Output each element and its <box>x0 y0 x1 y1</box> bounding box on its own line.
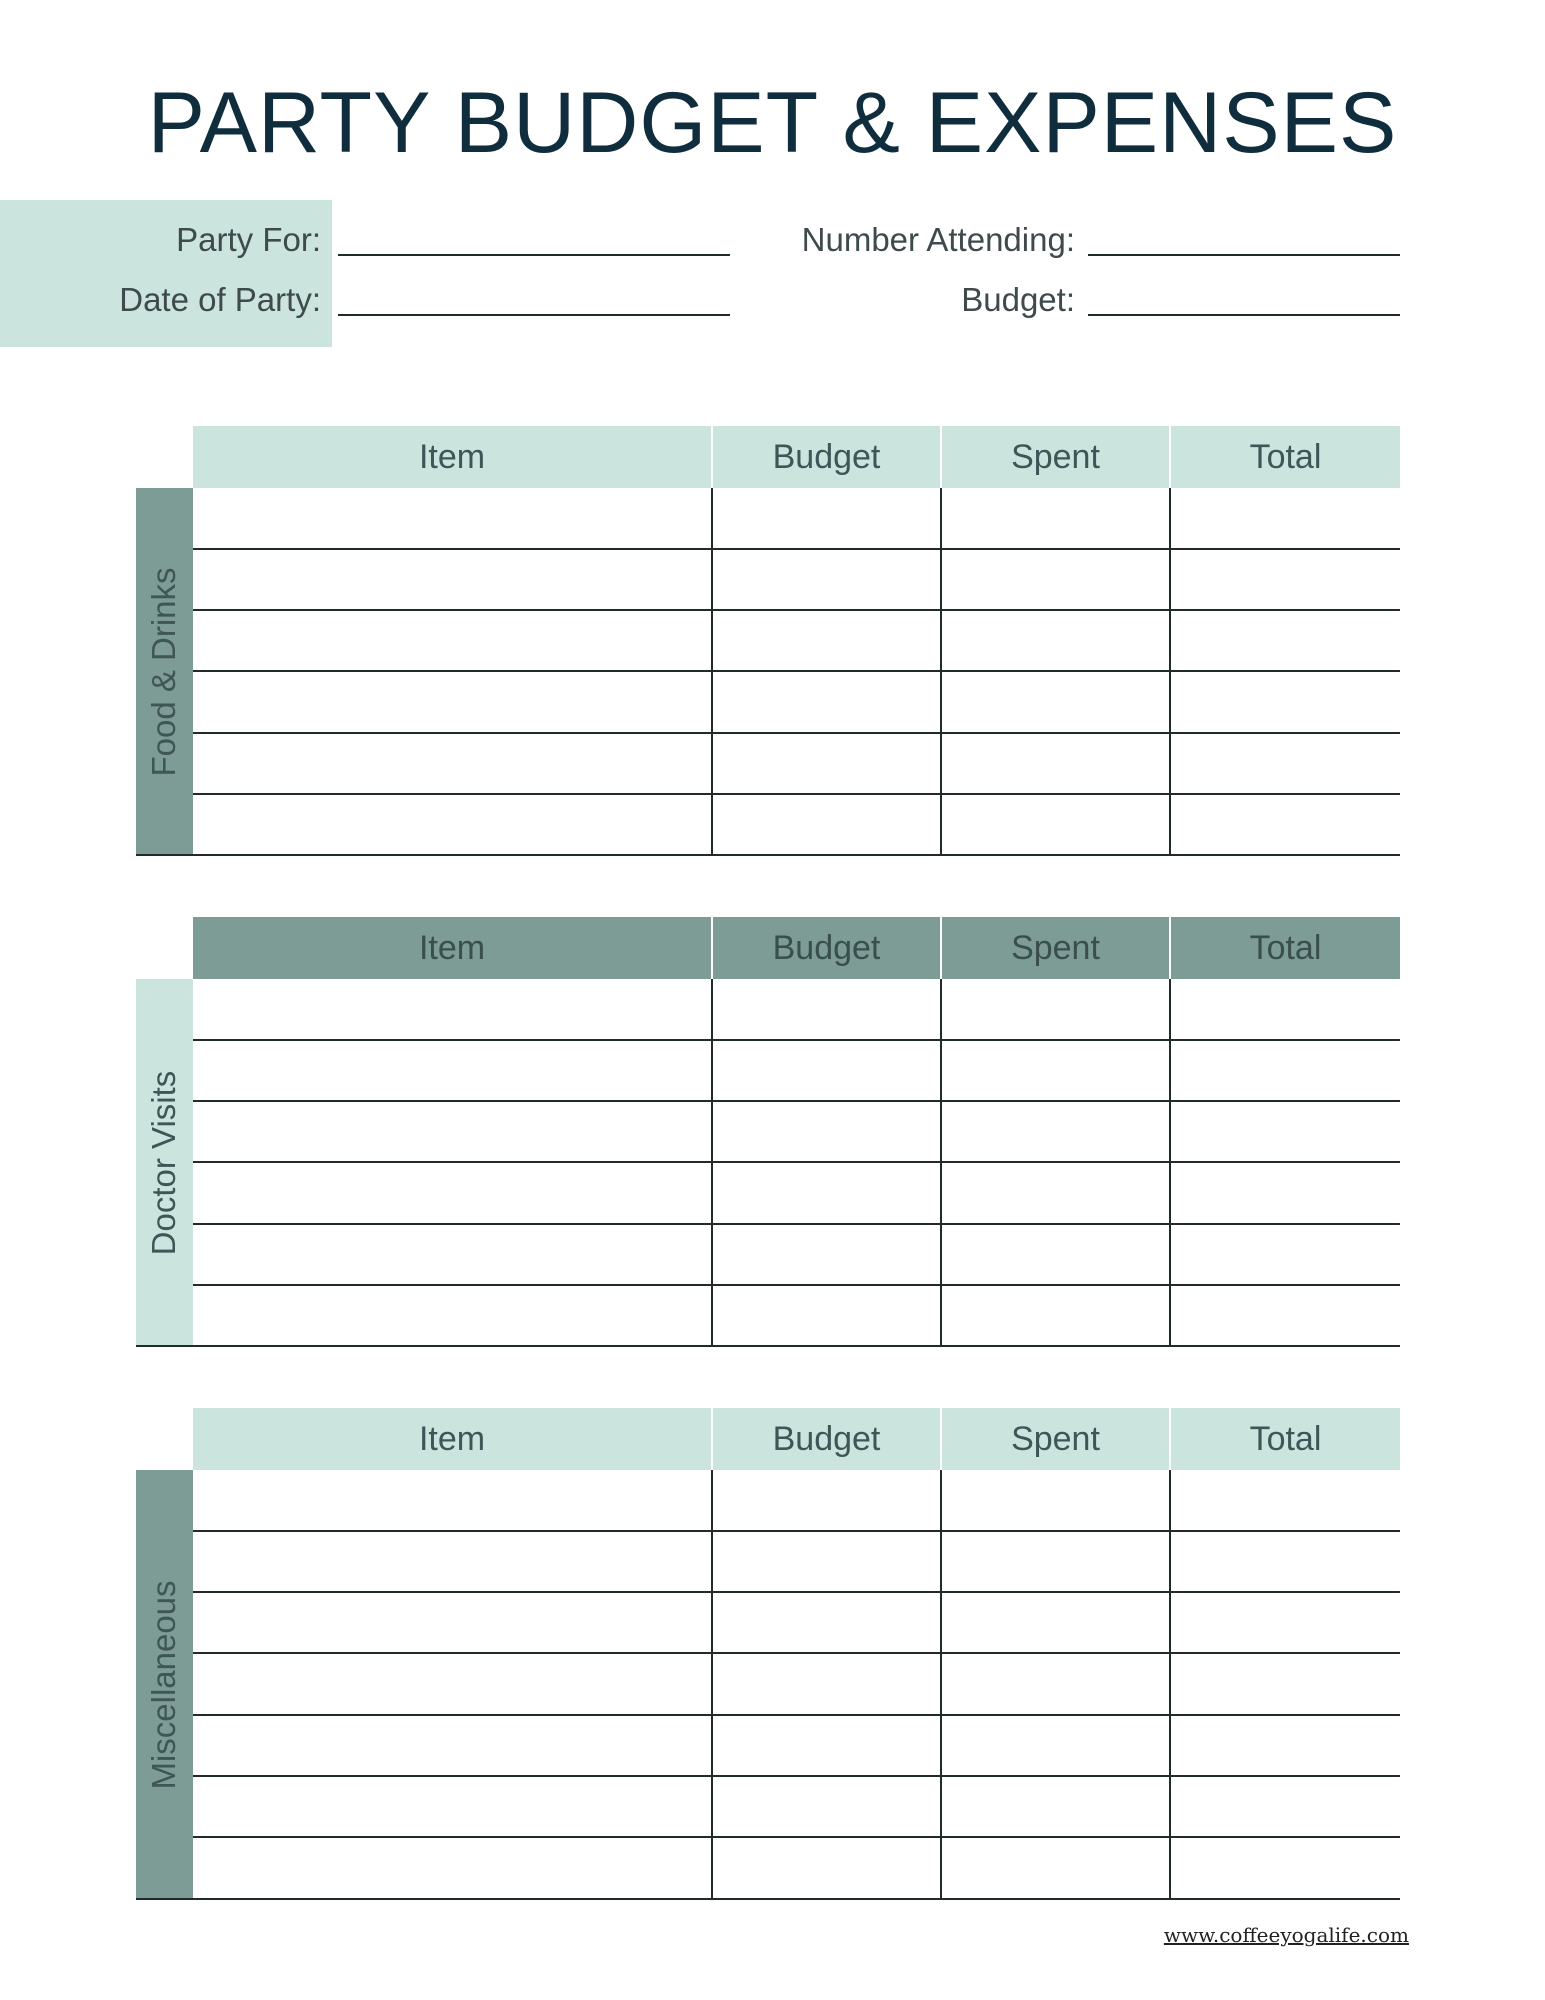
bottom-line <box>136 854 1400 856</box>
number-attending-label: Number Attending: <box>801 221 1075 258</box>
header-item: Item <box>193 1408 711 1470</box>
row-line <box>193 1775 1400 1777</box>
header-budget: Budget <box>713 1408 940 1470</box>
section-miscellaneous <box>136 1408 1400 1900</box>
row-line <box>193 1161 1400 1163</box>
footer-website-link[interactable]: www.coffeeyogalife.com <box>1163 1923 1409 1947</box>
header-total: Total <box>1171 1408 1400 1470</box>
bottom-line <box>136 1898 1400 1900</box>
row-line <box>193 1714 1400 1716</box>
column-line <box>711 979 713 1347</box>
header-item: Item <box>193 917 711 979</box>
row-line <box>193 1530 1400 1532</box>
side-bar <box>136 1470 193 1900</box>
side-bar <box>136 488 193 856</box>
header-total: Total <box>1171 917 1400 979</box>
row-line <box>193 732 1400 734</box>
row-line <box>193 1591 1400 1593</box>
header-spent: Spent <box>942 1408 1169 1470</box>
column-line <box>1169 1470 1171 1900</box>
column-line <box>1169 488 1171 856</box>
bottom-line <box>136 1345 1400 1347</box>
side-bar <box>136 979 193 1347</box>
row-line <box>193 793 1400 795</box>
date-of-party-label: Date of Party: <box>119 281 321 318</box>
row-line <box>193 1836 1400 1838</box>
party-for-label: Party For: <box>176 221 321 258</box>
header-total: Total <box>1171 426 1400 488</box>
header-item: Item <box>193 426 711 488</box>
column-line <box>711 1470 713 1900</box>
section-food-drinks <box>136 426 1400 856</box>
budget-label: Budget: <box>961 281 1075 318</box>
budget-field[interactable] <box>1088 314 1400 316</box>
column-line <box>940 1470 942 1900</box>
party-for-field[interactable] <box>338 254 730 256</box>
row-line <box>193 670 1400 672</box>
number-attending-field[interactable] <box>1088 254 1400 256</box>
column-line <box>711 488 713 856</box>
header-budget: Budget <box>713 917 940 979</box>
row-line <box>193 1100 1400 1102</box>
header-spent: Spent <box>942 917 1169 979</box>
row-line <box>193 1284 1400 1286</box>
row-line <box>193 609 1400 611</box>
date-of-party-field[interactable] <box>338 314 730 316</box>
section-label: Food & Drinks <box>145 567 182 777</box>
row-line <box>193 1223 1400 1225</box>
page-title: PARTY BUDGET & EXPENSES <box>147 75 1398 171</box>
section-label: Doctor Visits <box>145 1070 182 1256</box>
column-line <box>1169 979 1171 1347</box>
column-line <box>940 488 942 856</box>
row-line <box>193 1039 1400 1041</box>
row-line <box>193 548 1400 550</box>
header-budget: Budget <box>713 426 940 488</box>
section-doctor-visits <box>136 917 1400 1347</box>
section-label: Miscellaneous <box>145 1580 182 1790</box>
column-line <box>940 979 942 1347</box>
row-line <box>193 1652 1400 1654</box>
header-spent: Spent <box>942 426 1169 488</box>
